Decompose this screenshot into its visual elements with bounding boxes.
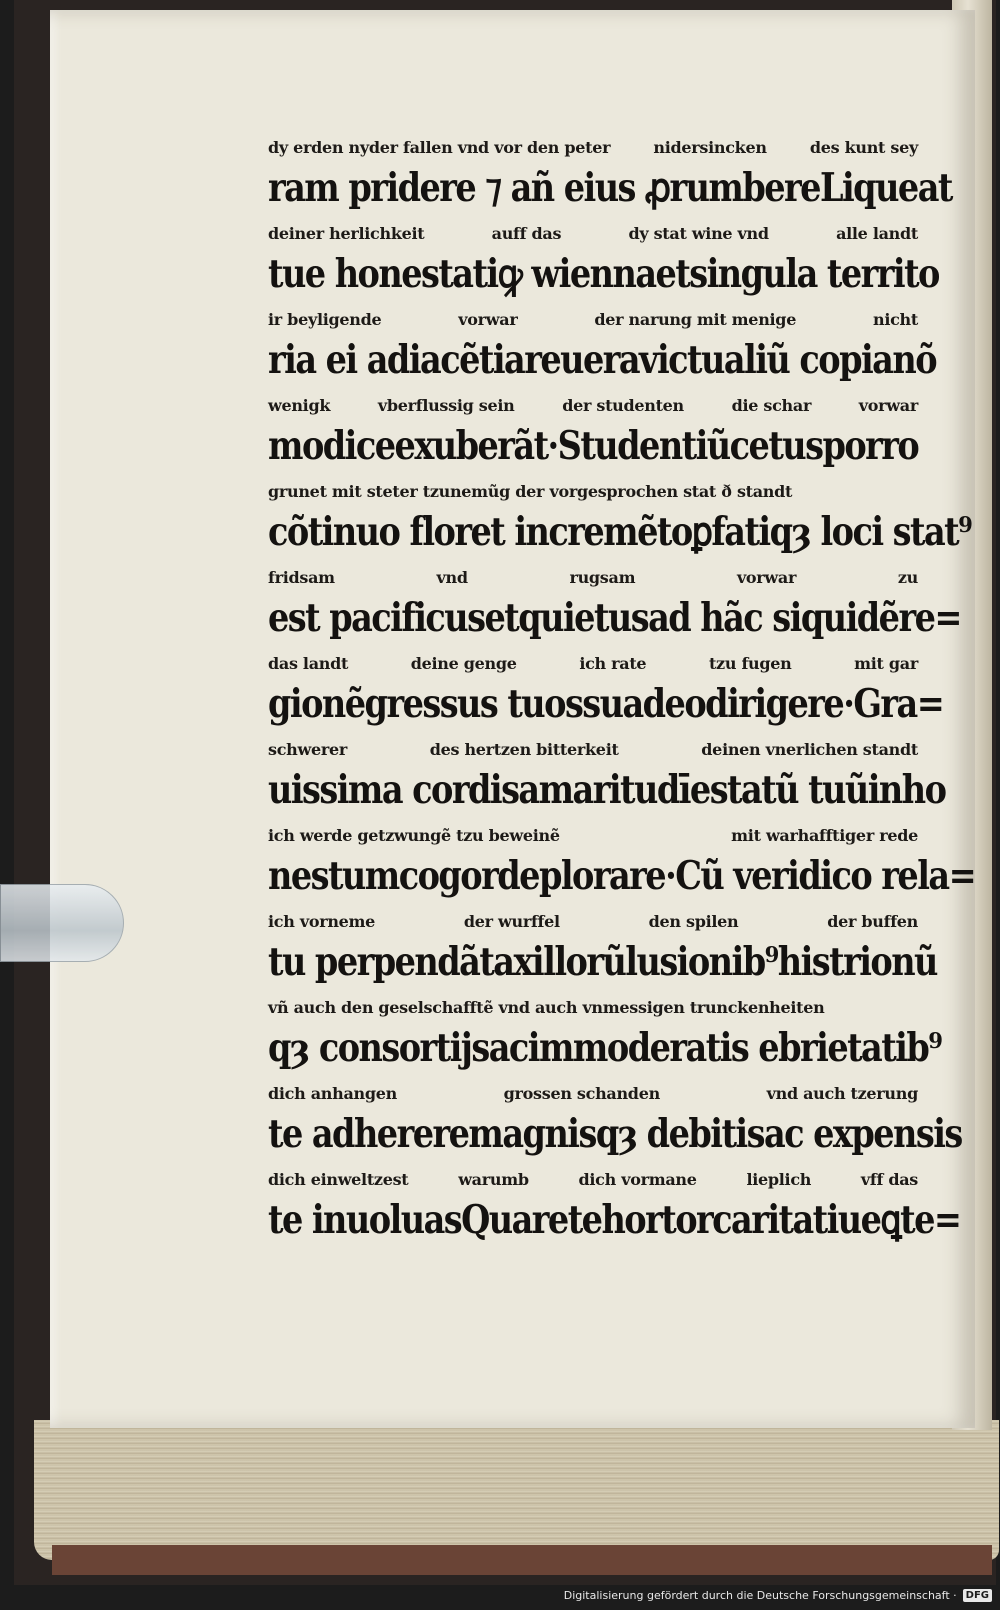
latin-line <box>268 508 972 556</box>
gloss-word: vnd <box>436 568 468 587</box>
gloss-word: vorwar <box>858 396 918 415</box>
latin-word: ac expensis <box>763 1111 962 1157</box>
latin-word: reuera <box>524 337 640 383</box>
gloss-word: warumb <box>458 1170 529 1189</box>
gloss-word: dich anhangen <box>268 1084 397 1103</box>
page-holder-clip <box>0 884 124 962</box>
latin-word: singula territo <box>689 251 939 297</box>
gloss-word: tzu fugen <box>708 654 792 673</box>
latin-word: caritatiue <box>712 1197 881 1243</box>
latin-word: quietus <box>518 595 649 641</box>
latin-word: Gra= <box>853 681 944 727</box>
gloss-word: auff das <box>491 224 562 243</box>
latin-word: te <box>567 1197 602 1243</box>
latin-word: re= <box>898 595 961 641</box>
latin-word: amaritudīe <box>518 767 710 813</box>
gloss-word: deine genge <box>410 654 517 673</box>
gloss-word: grunet mit steter tzunemũg der vorgesprochen stat ð standt <box>268 482 793 501</box>
latin-line <box>268 938 937 986</box>
gloss-line <box>268 906 918 938</box>
gloss-word: ich rate <box>579 654 647 673</box>
latin-word: porro <box>822 423 919 469</box>
gloss-word: vberflussig sein <box>377 396 515 415</box>
gloss-word: nicht <box>873 310 918 329</box>
latin-word: Quare <box>461 1197 568 1243</box>
latin-word: uissima cordis <box>268 767 519 813</box>
latin-line <box>268 680 944 728</box>
gloss-word: deinen vnerlichen standt <box>701 740 918 759</box>
latin-word: gressus tuos <box>364 681 583 727</box>
latin-word: te adherere <box>268 1111 469 1157</box>
latin-word: dirigere· <box>705 681 854 727</box>
interlinear-text-block <box>268 132 976 1250</box>
gloss-line <box>268 1078 918 1110</box>
latin-word: inho <box>867 767 946 813</box>
gloss-word: dich einweltzest <box>268 1170 409 1189</box>
gloss-line <box>268 562 918 594</box>
back-cover <box>52 1545 992 1575</box>
latin-line <box>268 422 919 470</box>
latin-word: nõ <box>892 337 937 383</box>
gloss-word: der wurffel <box>463 912 560 931</box>
gloss-line <box>268 820 918 852</box>
latin-word: hortor <box>601 1197 713 1243</box>
gloss-word: das landt <box>268 654 349 673</box>
gloss-word: mit gar <box>854 654 918 673</box>
latin-word: tue honestati <box>268 251 498 297</box>
latin-word: Studentiũ <box>557 423 730 469</box>
gloss-word: der narung mit menige <box>594 310 797 329</box>
gloss-word: alle landt <box>836 224 918 243</box>
gloss-word: ich werde getzwungẽ tzu beweinẽ <box>268 826 560 845</box>
latin-line <box>268 852 976 900</box>
gloss-word: der studenten <box>562 396 684 415</box>
page-edges <box>34 1420 999 1560</box>
latin-line <box>268 594 961 642</box>
latin-word: Cũ veridico rela= <box>675 853 976 899</box>
latin-word: tu perpendã <box>268 939 480 985</box>
gloss-word: zu <box>897 568 918 587</box>
book-page <box>50 10 975 1428</box>
latin-word: exuberãt· <box>394 423 558 469</box>
gloss-line <box>268 734 918 766</box>
gloss-word: grossen schanden <box>503 1084 660 1103</box>
gloss-word: vñ auch den geselschafftẽ vnd auch vnmessigen trunckenheiten <box>268 998 825 1017</box>
latin-word: victualiũ copia <box>639 337 893 383</box>
book <box>14 0 996 1585</box>
latin-word: cetus <box>729 423 823 469</box>
gloss-word: ir beyligende <box>268 310 382 329</box>
latin-line <box>268 1024 942 1072</box>
gloss-line <box>268 390 918 422</box>
gloss-word: lieplich <box>746 1170 812 1189</box>
gloss-word: vorwar <box>736 568 797 587</box>
latin-word: taxillorũ <box>479 939 626 985</box>
latin-line <box>268 164 952 212</box>
footer-credit: Digitalisierung gefördert durch die Deutsche Forschungsgemeinschaft · <box>563 1588 957 1602</box>
gloss-line <box>268 1164 918 1196</box>
gloss-word: dich vormane <box>578 1170 697 1189</box>
latin-word: est pacificus <box>268 595 485 641</box>
latin-line <box>268 1196 961 1244</box>
latin-word: ꝑfatiqȝ loci stat⁹ <box>691 509 972 555</box>
latin-word: et <box>484 595 519 641</box>
gloss-word: fridsam <box>268 568 335 587</box>
gloss-word: ich vorneme <box>268 912 376 931</box>
latin-word: modice <box>268 423 395 469</box>
latin-word: nestum <box>268 853 399 899</box>
latin-word: histrionũ <box>777 939 937 985</box>
latin-word: deplorare· <box>497 853 676 899</box>
latin-word: ac <box>488 1025 528 1071</box>
gloss-word: dy stat wine vnd <box>628 224 769 243</box>
latin-word: ꝗte= <box>880 1197 961 1243</box>
latin-word: ram pridere ⁊ añ eius ꝓrumbere <box>268 165 820 211</box>
gloss-word: der buffen <box>827 912 918 931</box>
gloss-word: vff das <box>860 1170 918 1189</box>
gloss-word: mit warhafftiger rede <box>731 826 918 845</box>
gloss-line <box>268 304 918 336</box>
latin-word: cõtinuo floret incremẽto <box>268 509 692 555</box>
latin-word: et <box>655 251 690 297</box>
latin-word: ad hãc siquidẽ <box>648 595 899 641</box>
gloss-line <box>268 218 918 250</box>
gloss-word: schwerer <box>268 740 347 759</box>
gloss-word: die schar <box>731 396 812 415</box>
gloss-word: vorwar <box>458 310 518 329</box>
latin-word: suadeo <box>582 681 706 727</box>
gloss-word: nidersincken <box>653 138 767 157</box>
gloss-word: den spilen <box>648 912 739 931</box>
gloss-line <box>268 476 918 508</box>
latin-word: te inuoluas <box>268 1197 462 1243</box>
gloss-word: rugsam <box>569 568 636 587</box>
latin-word: gionẽ <box>268 681 365 727</box>
latin-word: lusionib⁹ <box>625 939 778 985</box>
latin-line <box>268 250 939 298</box>
gloss-word: des hertzen bitterkeit <box>429 740 619 759</box>
latin-word: magnisqȝ debitis <box>468 1111 764 1157</box>
latin-word: ꝙ wienna <box>497 251 656 297</box>
gloss-word: dy erden nyder fallen vnd vor den peter <box>268 138 611 157</box>
gloss-word: deiner herlichkeit <box>268 224 425 243</box>
latin-line <box>268 1110 962 1158</box>
gloss-word: vnd auch tzerung <box>766 1084 918 1103</box>
dfg-logo: DFG <box>963 1589 992 1602</box>
latin-word: cogor <box>398 853 498 899</box>
latin-word: ria ei adiacẽtia <box>268 337 525 383</box>
latin-line <box>268 336 937 384</box>
gloss-line <box>268 992 918 1024</box>
gloss-line <box>268 648 918 680</box>
gloss-word: wenigk <box>268 396 331 415</box>
latin-line <box>268 766 946 814</box>
latin-word: statũ tuũ <box>709 767 868 813</box>
gloss-line <box>268 132 918 164</box>
latin-word: qȝ consortijs <box>268 1025 489 1071</box>
digitization-footer <box>564 1586 992 1604</box>
gloss-word: des kunt sey <box>809 138 918 157</box>
latin-word: Liqueat <box>819 165 952 211</box>
latin-word: immoderatis ebrietatib⁹ <box>527 1025 942 1071</box>
